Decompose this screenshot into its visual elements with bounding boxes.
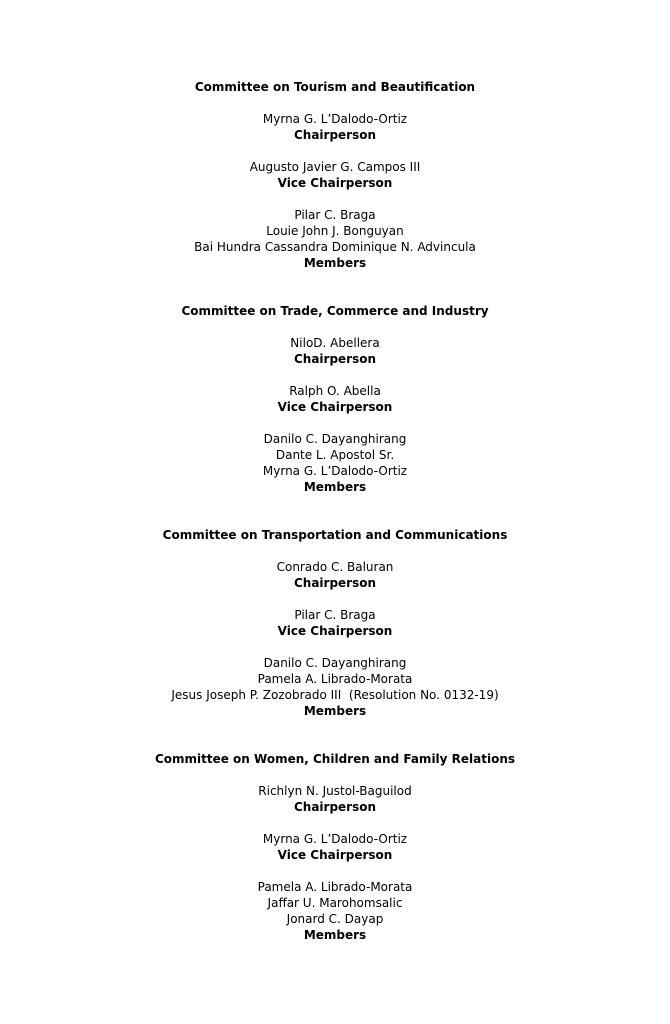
- member-name: Danilo C. Dayanghirang: [263, 432, 407, 446]
- chairperson-name: NiloD. Abellera: [290, 336, 380, 350]
- member-name: Jonard C. Dayap: [286, 912, 384, 926]
- member-name: Jaffar U. Marohomsalic: [267, 896, 403, 910]
- committee-section: [0, 751, 670, 943]
- members-group: [0, 207, 670, 271]
- vice-chairperson-name: Augusto Javier G. Campos III: [249, 160, 421, 174]
- member-name: Pamela A. Librado-Morata: [257, 672, 413, 686]
- chairperson-group: [0, 111, 670, 143]
- chairperson-name: Myrna G. L’Dalodo-Ortiz: [262, 112, 408, 126]
- chairperson-group: [0, 335, 670, 367]
- vice-chairperson-group: [0, 607, 670, 639]
- committee-section: [0, 79, 670, 271]
- vice-chairperson-name: Ralph O. Abella: [289, 384, 381, 398]
- document-page: [0, 79, 670, 975]
- member-name: Jesus Joseph P. Zozobrado III (Resolution No. 0132-19): [171, 688, 499, 702]
- member-name: Bai Hundra Cassandra Dominique N. Advincula: [194, 240, 476, 254]
- chairperson-name: Conrado C. Baluran: [276, 560, 394, 574]
- vice-chairperson-label: Vice Chairperson: [277, 848, 393, 862]
- vice-chairperson-group: [0, 159, 670, 191]
- members-label: Members: [303, 928, 367, 942]
- chairperson-name: Richlyn N. Justol-Baguilod: [258, 784, 412, 798]
- chairperson-label: Chairperson: [293, 576, 377, 590]
- members-group: [0, 431, 670, 495]
- chairperson-group: [0, 559, 670, 591]
- members-group: [0, 655, 670, 719]
- member-name: Pamela A. Librado-Morata: [257, 880, 413, 894]
- chairperson-label: Chairperson: [293, 128, 377, 142]
- committee-section: [0, 303, 670, 495]
- vice-chairperson-group: [0, 383, 670, 415]
- committee-title: Committee on Tourism and Beautification: [194, 80, 476, 94]
- member-name: Louie John J. Bonguyan: [266, 224, 404, 238]
- vice-chairperson-group: [0, 831, 670, 863]
- vice-chairperson-label: Vice Chairperson: [277, 176, 393, 190]
- members-label: Members: [303, 480, 367, 494]
- vice-chairperson-label: Vice Chairperson: [277, 624, 393, 638]
- vice-chairperson-name: Pilar C. Braga: [294, 608, 376, 622]
- vice-chairperson-name: Myrna G. L’Dalodo-Ortiz: [262, 832, 408, 846]
- members-group: [0, 879, 670, 943]
- members-label: Members: [303, 256, 367, 270]
- committee-title: Committee on Trade, Commerce and Industry: [181, 304, 489, 318]
- member-name: Danilo C. Dayanghirang: [263, 656, 407, 670]
- members-label: Members: [303, 704, 367, 718]
- member-name: Pilar C. Braga: [294, 208, 376, 222]
- committee-section: [0, 527, 670, 719]
- chairperson-group: [0, 783, 670, 815]
- committee-title: Committee on Women, Children and Family Relations: [154, 752, 516, 766]
- vice-chairperson-label: Vice Chairperson: [277, 400, 393, 414]
- member-name: Myrna G. L’Dalodo-Ortiz: [262, 464, 408, 478]
- chairperson-label: Chairperson: [293, 800, 377, 814]
- member-name: Dante L. Apostol Sr.: [275, 448, 395, 462]
- chairperson-label: Chairperson: [293, 352, 377, 366]
- committee-title: Committee on Transportation and Communications: [162, 528, 508, 542]
